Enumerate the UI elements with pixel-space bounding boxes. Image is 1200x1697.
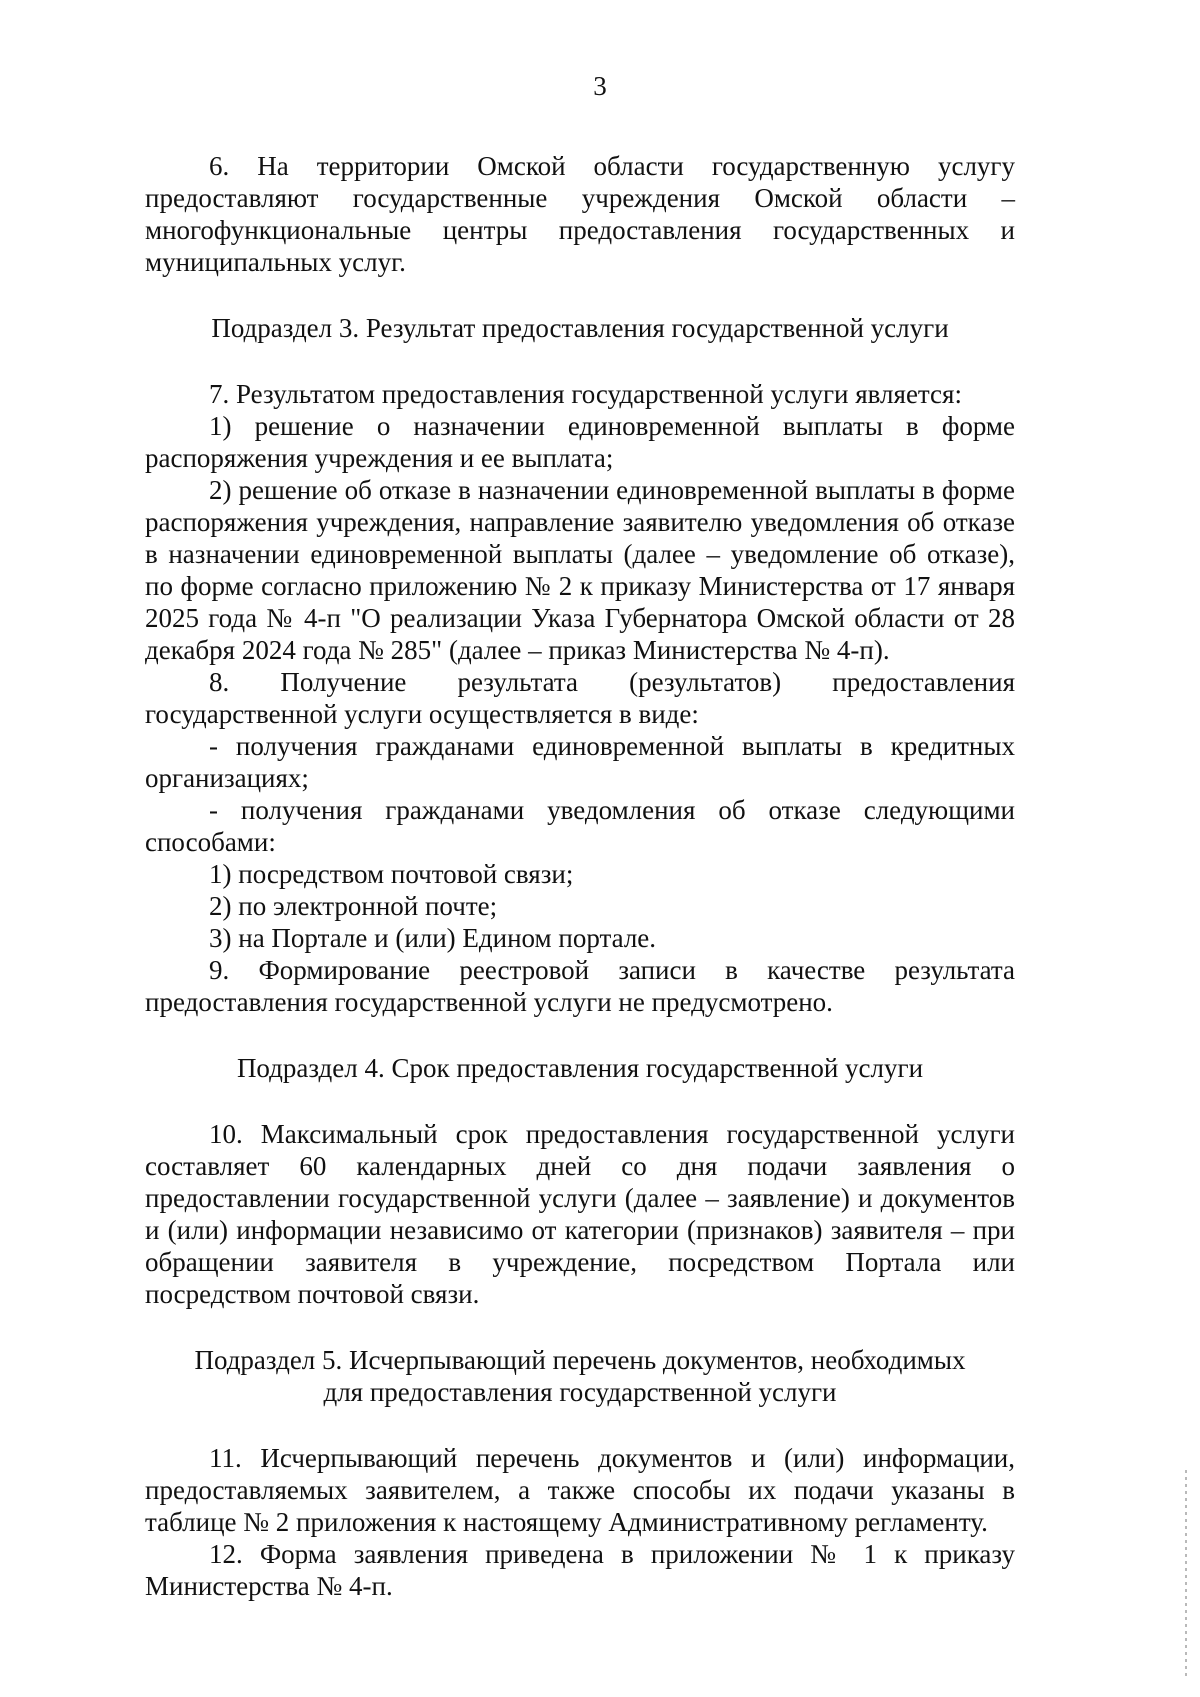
page-number: 3 — [593, 71, 607, 101]
document-body — [145, 150, 1015, 1602]
paragraph-12: 12. Форма заявления приведена в приложении № 1 к приказу Министерства № 4-п. — [145, 1539, 1015, 1601]
paragraph-9: 9. Формирование реестровой записи в качестве результата предоставления государственной услуги не предусмотрено. — [145, 955, 1015, 1017]
paragraph-7-item-1: 1) решение о назначении единовременной выплаты в форме распоряжения учреждения и ее выплата; — [145, 411, 1015, 473]
paragraph-8-item-b: - получения гражданами уведомления об отказе следующими способами: — [145, 795, 1015, 857]
subsection-5-heading-line-1: Подраздел 5. Исчерпывающий перечень документов, необходимых — [194, 1345, 966, 1375]
paragraph-8-method-3: 3) на Портале и (или) Едином портале. — [209, 923, 657, 953]
subsection-4-heading: Подраздел 4. Срок предоставления государственной услуги — [236, 1053, 924, 1083]
paragraph-8: 8. Получение результата (результатов) предоставления государственной услуги осуществляется в виде: — [145, 667, 1015, 729]
subsection-5-heading-line-2: для предоставления государственной услуги — [323, 1377, 837, 1407]
paragraph-8-method-2: 2) по электронной почте; — [209, 891, 498, 921]
paragraph-11: 11. Исчерпывающий перечень документов и (или) информации, предоставляемых заявителем, а также способы их подачи указаны в таблице № 2 приложения к настоящему Административному регламенту. — [145, 1443, 1015, 1537]
paragraph-8-item-a: - получения гражданами единовременной выплаты в кредитных организациях; — [145, 731, 1015, 793]
subsection-3-heading: Подраздел 3. Результат предоставления государственной услуги — [211, 313, 949, 343]
paragraph-10: 10. Максимальный срок предоставления государственной услуги составляет 60 календарных дней со дня подачи заявления о предоставлении государственной услуги (далее – заявление) и документов и (или) информации независимо от категории (признаков) заявителя – при обращении заявителя в учреждение, посредством Портала или посредством почтовой связи. — [145, 1119, 1015, 1309]
scan-margin-mark — [1185, 1470, 1187, 1680]
paragraph-8-method-1: 1) посредством почтовой связи; — [209, 859, 574, 889]
paragraph-6: 6. На территории Омской области государственную услугу предоставляют государственные учреждения Омской области – многофункциональные центры предоставления государственных и муниципальных услуг. — [145, 151, 1015, 277]
paragraph-7-item-2: 2) решение об отказе в назначении единовременной выплаты в форме распоряжения учреждения, направление заявителю уведомления об отказе в назначении единовременной выплаты (далее – уведомление об отказе), по форме согласно приложению № 2 к приказу Министерства от 17 января 2025 года № 4-п "О реализации Указа Губернатора Омской области от 28 декабря 2024 года № 285" (далее – приказ Министерства № 4-п). — [145, 475, 1015, 665]
paragraph-7: 7. Результатом предоставления государственной услуги является: — [209, 379, 962, 409]
